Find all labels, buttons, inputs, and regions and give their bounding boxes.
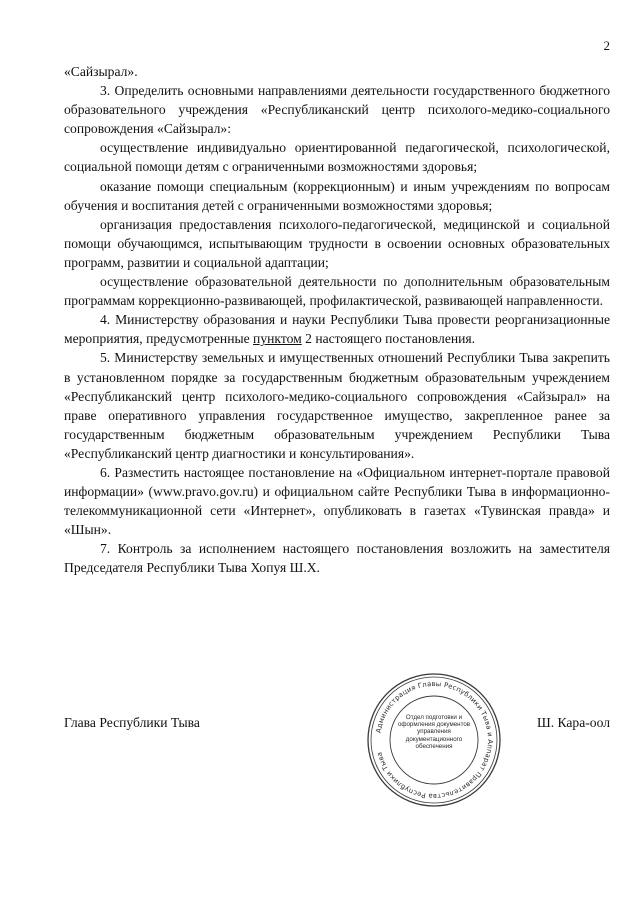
paragraph-item-5: 5. Министерству земельных и имущественных отношений Республики Тыва закрепить в установленном порядке за государственным бюджетным образовательным учреждением «Республиканский центр психолого-медико-социального сопровождения «Сайзырал» на праве оперативного управления государственное имущество, закрепленное ранее за государственным бюджетным образовательным учреждением Республики Тыва «Республиканский центр диагностики и консультирования». bbox=[64, 350, 610, 461]
paragraph-item-4-before: 4. Министерству образования и науки Республики Тыва провести реорганизационные мероприятия, предусмотренные bbox=[64, 312, 610, 347]
stamp-center-text: Отдел подготовки и оформления документов управления документационного обеспечения bbox=[397, 714, 471, 750]
clause-link[interactable]: пунктом bbox=[253, 331, 302, 347]
paragraph-item-6: 6. Разместить настоящее постановление на «Официальном интернет-портале правовой информации» (www.pravo.gov.ru) и официальном сайте Республики Тыва в информационно-телекоммуникационной сети «Интернет», опубликовать в газетах «Тувинская правда» и «Шын». bbox=[64, 464, 610, 538]
paragraph-direction-1: осуществление индивидуально ориентированной педагогической, психологической, социальной помощи детям с ограниченными возможностями здоровья; bbox=[64, 140, 610, 175]
page-number: 2 bbox=[603, 38, 610, 53]
paragraph-item-3: 3. Определить основными направлениями деятельности государственного бюджетного образовательного учреждения «Республиканский центр психолого-медико-социального сопровождения «Сайзырал»: bbox=[64, 83, 610, 137]
paragraph-continuation: «Сайзырал». bbox=[64, 64, 138, 79]
paragraph-item-4 bbox=[64, 310, 610, 348]
paragraph-direction-2: оказание помощи специальным (коррекционным) и иным учреждениям по вопросам обучения и воспитания детей с ограниченными возможностями здоровья; bbox=[64, 178, 610, 213]
paragraph-direction-4: осуществление образовательной деятельности по дополнительным образовательным программам коррекционно-развивающей, профилактической, развивающей направленности. bbox=[64, 274, 610, 309]
paragraph-item-7: 7. Контроль за исполнением настоящего постановления возложить на заместителя Председателя Республики Тыва Хопуя Ш.Х. bbox=[64, 541, 610, 576]
official-stamp bbox=[364, 670, 504, 810]
document-body bbox=[64, 62, 610, 578]
paragraph-direction-3: организация предоставления психолого-педагогической, медицинской и социальной помощи обучающимся, испытывающим трудности в освоении основных образовательных программ, развитии и социальной адаптации; bbox=[64, 216, 610, 270]
signer-name: Ш. Кара-оол bbox=[537, 715, 610, 730]
signer-title: Глава Республики Тыва bbox=[64, 715, 200, 730]
paragraph-item-4-after: 2 настоящего постановления. bbox=[301, 331, 476, 347]
stamp-ring-text: Администрация Главы Республики Тыва и Аппарат Правительства Республики Тыва bbox=[374, 679, 495, 801]
